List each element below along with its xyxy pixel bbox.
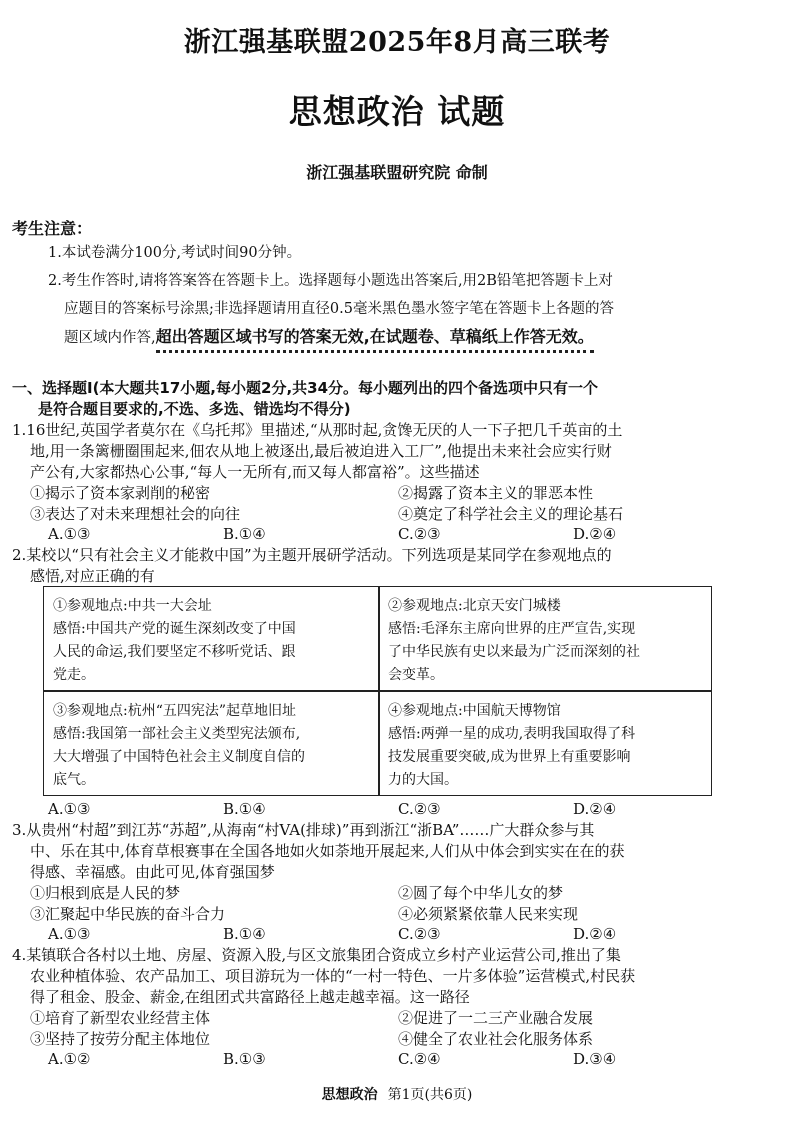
exam-title: 浙江强基联盟2025年8月高三联考 xyxy=(183,27,611,58)
notice-item-2-line-2: 应题目的答案标号涂黑;非选择题请用直径0.5毫米黑色墨水签字笔在答题卡上各题的答 xyxy=(64,301,614,317)
q3-option-c[interactable]: C.②③ xyxy=(398,925,441,943)
notice-emphasis: 超出答题区域书写的答案无效,在试题卷、草稿纸上作答无效。 xyxy=(156,327,594,353)
q1-stem-line-3: 产公有,大家都热心公事,“每人一无所有,而又每人都富裕”。这些描述 xyxy=(30,463,480,481)
q2-cell-4: ④参观地点:中国航天博物馆 感悟:两弹一星的成功,表明我国取得了科 技发展重要突破,成为世界上有重要影响 力的大国。 xyxy=(388,703,636,788)
q4-stem-line-2: 农业种植体验、农产品加工、项目游玩为一体的“一村一特色、一片多体验”运营模式,村民获 xyxy=(30,967,636,985)
notice-item-2-line-3-text: 题区域内作答, xyxy=(64,330,156,346)
q1-stem-line-1: 1.16世纪,英国学者莫尔在《乌托邦》里描述,“从那时起,贪馋无厌的人一下子把几千英亩的土 xyxy=(12,421,623,439)
section-heading-line-1: 一、选择题Ⅰ(本大题共17小题,每小题2分,共34分。每小题列出的四个备选项中只有一个 xyxy=(12,379,599,397)
q4-option-d[interactable]: D.③④ xyxy=(573,1050,617,1068)
page-footer xyxy=(0,1084,794,1104)
q1-option-b[interactable]: B.①④ xyxy=(223,525,266,543)
notice-item-2-line-3 xyxy=(64,323,594,352)
q3-option-b[interactable]: B.①④ xyxy=(223,925,266,943)
q4-stem-line-1: 4.某镇联合各村以土地、房屋、资源入股,与区文旅集团合资成立乡村产业运营公司,推出了集 xyxy=(12,946,621,964)
q3-statement-3: ③汇聚起中华民族的奋斗合力 xyxy=(30,905,226,923)
q3-statement-1: ①归根到底是人民的梦 xyxy=(30,884,181,902)
q2-option-d[interactable]: D.②④ xyxy=(573,800,617,818)
q1-option-c[interactable]: C.②③ xyxy=(398,525,441,543)
q4-option-a[interactable]: A.①② xyxy=(48,1050,91,1068)
table-divider-horizontal xyxy=(44,690,711,692)
q4-statement-2: ②促进了一二三产业融合发展 xyxy=(398,1009,594,1027)
q1-statement-4: ④奠定了科学社会主义的理论基石 xyxy=(398,505,624,523)
q4-option-c[interactable]: C.②④ xyxy=(398,1050,441,1068)
q2-options xyxy=(48,799,748,820)
q3-options xyxy=(48,924,748,945)
q2-option-c[interactable]: C.②③ xyxy=(398,800,441,818)
q3-stem-line-1: 3.从贵州“村超”到江苏“苏超”,从海南“村VA(排球)”再到浙江“浙BA”……广大群众参与其 xyxy=(12,821,595,839)
notice-heading: 考生注意： xyxy=(12,219,93,238)
notice-item-2-line-1: 2.考生作答时,请将答案答在答题卡上。选择题每小题选出答案后,用2B铅笔把答题卡上对 xyxy=(48,273,613,289)
q2-option-b[interactable]: B.①④ xyxy=(223,800,266,818)
footer-subject: 思想政治 xyxy=(321,1087,378,1103)
q1-options xyxy=(48,524,748,545)
subject-title: 思想政治 试题 xyxy=(288,92,506,131)
q1-statement-2: ②揭露了资本主义的罪恶本性 xyxy=(398,484,594,502)
q4-statement-3: ③坚持了按劳分配主体地位 xyxy=(30,1030,211,1048)
q4-stem-line-3: 得了租金、股金、薪金,在组团式共富路径上越走越幸福。这一路径 xyxy=(30,988,470,1006)
q2-cell-3: ③参观地点:杭州“五四宪法”起草地旧址 感悟:我国第一部社会主义类型宪法颁布, 大大增强了中国特色社会主义制度自信的 底气。 xyxy=(53,703,305,788)
q3-stem-line-2: 中、乐在其中,体育草根赛事在全国各地如火如荼地开展起来,人们从中体会到实实在在的获 xyxy=(30,842,625,860)
q3-statement-4: ④必须紧紧依靠人民来实现 xyxy=(398,905,579,923)
q4-option-b[interactable]: B.①③ xyxy=(223,1050,266,1068)
q2-cell-2: ②参观地点:北京天安门城楼 感悟:毛泽东主席向世界的庄严宣告,实现 了中华民族有史以来最为广泛而深刻的社 会变革。 xyxy=(388,598,640,683)
footer-page-number: 第1页(共6页) xyxy=(387,1087,473,1103)
q1-option-d[interactable]: D.②④ xyxy=(573,525,617,543)
q1-statement-1: ①揭示了资本家剥削的秘密 xyxy=(30,484,211,502)
producer-line: 浙江强基联盟研究院 命制 xyxy=(306,163,488,182)
q4-statement-4: ④健全了农业社会化服务体系 xyxy=(398,1030,594,1048)
q4-statement-1: ①培育了新型农业经营主体 xyxy=(30,1009,211,1027)
q3-option-d[interactable]: D.②④ xyxy=(573,925,617,943)
q2-cell-1: ①参观地点:中共一大会址 感悟:中国共产党的诞生深刻改变了中国 人民的命运,我们要坚定不移听党话、跟 党走。 xyxy=(53,598,296,683)
q1-stem-line-2: 地,用一条篱栅圈围起来,佃农从地上被逐出,最后被迫进入工厂”,他提出未来社会应实行财 xyxy=(30,442,612,460)
q1-option-a[interactable]: A.①③ xyxy=(48,525,91,543)
q4-options xyxy=(48,1049,748,1070)
q3-statement-2: ②圆了每个中华儿女的梦 xyxy=(398,884,564,902)
q2-stem-line-2: 感悟,对应正确的有 xyxy=(30,567,155,585)
q2-site-table xyxy=(43,586,712,796)
q2-stem-line-1: 2.某校以“只有社会主义才能救中国”为主题开展研学活动。下列选项是某同学在参观地点的 xyxy=(12,546,612,564)
q1-statement-3: ③表达了对未来理想社会的向往 xyxy=(30,505,241,523)
section-heading-line-2: 是符合题目要求的,不选、多选、错选均不得分) xyxy=(38,400,351,418)
notice-item-1: 1.本试卷满分100分,考试时间90分钟。 xyxy=(48,245,302,261)
q2-option-a[interactable]: A.①③ xyxy=(48,800,91,818)
q3-option-a[interactable]: A.①③ xyxy=(48,925,91,943)
q3-stem-line-3: 得感、幸福感。由此可见,体育强国梦 xyxy=(30,863,275,881)
